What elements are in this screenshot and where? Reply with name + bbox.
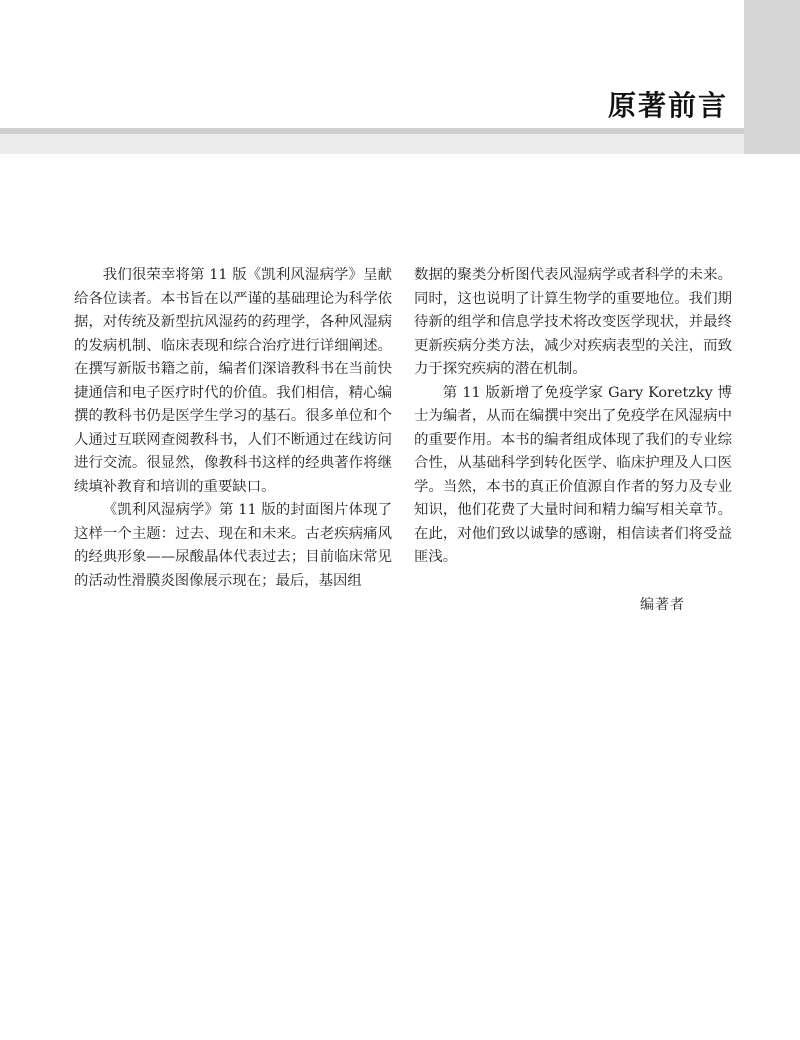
page-title: 原著前言: [607, 89, 728, 122]
paragraph: 第 11 版新增了免疫学家 Gary Koretzky 博士为编者，从而在编撰中突出了免疫学在风湿病中的重要作用。本书的编者组成体现了我们的专业综合性，从基础科学到转化医学、临床护理及人口医学。当然，本书的真正价值源自作者的努力及专业知识，他们花费了大量时间和精力编写相关章节。在此，对他们致以诚挚的感谢，相信读者们将受益匪浅。: [414, 384, 732, 565]
left-text-column: [74, 264, 392, 593]
right-text-column: [414, 264, 732, 570]
paragraph: 《凯利风湿病学》第 11 版的封面图片体现了这样一个主题：过去、现在和未来。古老疾病痛风的经典形象——尿酸晶体代表过去；目前临床常见的活动性滑膜炎图像展示现在；最后，基因组: [74, 502, 392, 589]
signature: 编著者: [640, 597, 685, 613]
header-bottom-band: [0, 134, 744, 154]
paragraph: 我们很荣幸将第 11 版《凯利风湿病学》呈献给各位读者。本书旨在以严谨的基础理论为科学依据，对传统及新型抗风湿药的药理学，各种风湿病的发病机制、临床表现和综合治疗进行详细阐述。在撰写新版书籍之前，编者们深谙教科书在当前快捷通信和电子医疗时代的价值。我们相信，精心编撰的教科书仍是医学生学习的基石。很多单位和个人通过互联网查阅教科书，人们不断通过在线访问进行交流。很显然，像教科书这样的经典著作将继续填补教育和培训的重要缺口。: [74, 267, 392, 495]
paragraph-continued: 数据的聚类分析图代表风湿病学或者科学的未来。同时，这也说明了计算生物学的重要地位。我们期待新的组学和信息学技术将改变医学现状，并最终更新疾病分类方法，减少对疾病表型的关注，而致力于探究疾病的潜在机制。: [414, 267, 732, 377]
chapter-side-tab: [744, 0, 800, 154]
